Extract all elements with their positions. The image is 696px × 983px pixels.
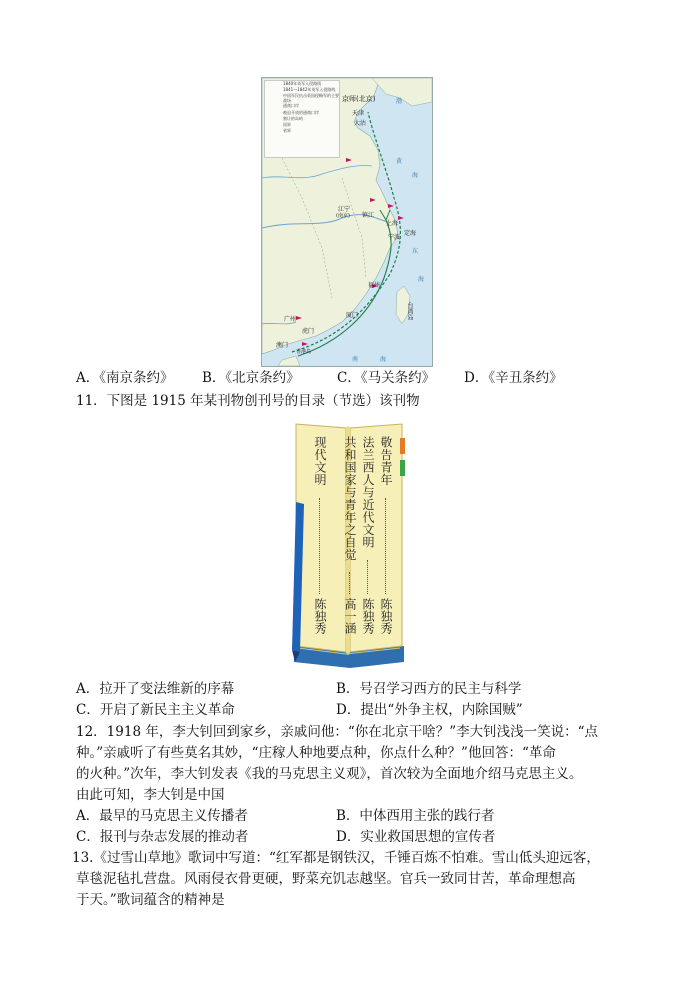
option-text: 最早的马克思主义传播者 bbox=[99, 808, 248, 824]
opium-war-map bbox=[261, 77, 433, 367]
option-letter: C． bbox=[76, 829, 100, 845]
toc-title-1: 敬告青年 bbox=[379, 436, 393, 486]
map-legend bbox=[264, 80, 340, 158]
toc-leader bbox=[385, 498, 387, 594]
option-text: 《北京条约》 bbox=[225, 370, 300, 386]
toc-title-2: 法兰西人与近代文明 bbox=[361, 436, 375, 549]
q10-option-c[interactable] bbox=[337, 368, 435, 388]
toc-title-3: 共和国家与青年之自觉 bbox=[343, 436, 357, 561]
q12-option-a[interactable] bbox=[76, 806, 248, 826]
option-text: 报刊与杂志发展的推动者 bbox=[99, 829, 249, 845]
toc-author-3: 高一涵 bbox=[343, 598, 357, 634]
q11-option-c[interactable] bbox=[76, 700, 235, 720]
map-label-humen: 虎门 bbox=[302, 328, 315, 335]
map-label-sea: 海 bbox=[380, 356, 387, 363]
toc-leader bbox=[319, 498, 321, 594]
option-letter: B． bbox=[202, 370, 226, 386]
option-text: 拉开了变法维新的序幕 bbox=[99, 681, 235, 697]
q13-line: 13.《过雪山草地》歌词中写道：“红军都是钢铁汉，千锤百炼不怕难。雪山低头迎远客， bbox=[72, 850, 600, 866]
option-letter: D． bbox=[336, 829, 361, 845]
map-label-shanghai: 上海 bbox=[386, 220, 399, 227]
option-letter: B． bbox=[336, 808, 360, 824]
q11-stem: 11．下图是 1915 年某刊物创刊号的目录（节选）该刊物 bbox=[76, 393, 420, 409]
legend-item: 中国军民抗击英国侵略军的主要战场 bbox=[283, 93, 339, 104]
map-label-tianjin: 天津 bbox=[352, 110, 365, 117]
q13-line: 于天。”歌词蕴含的精神是 bbox=[76, 892, 225, 908]
toc-title-4: 现代文明 bbox=[313, 436, 327, 486]
legend-item: 通商口岸 bbox=[283, 103, 299, 109]
map-label-dagu: 大沽 bbox=[354, 120, 367, 127]
q11-option-b[interactable] bbox=[336, 679, 521, 699]
option-text: 《南京条约》 bbox=[99, 370, 174, 386]
legend-item: 省界 bbox=[283, 128, 291, 134]
legend-item: 被迫开放的通商口岸 bbox=[283, 109, 319, 115]
map-label-jiangning: 江宁 bbox=[338, 206, 351, 213]
map-label-zhenjiang: 镇江 bbox=[362, 212, 375, 219]
q12-line: 的火种。”次年，李大钊发表《我的马克思主义观》，首次较为全面地介绍马克思主义。 bbox=[76, 766, 583, 782]
q11-option-a[interactable] bbox=[76, 679, 234, 699]
toc-author-2: 陈独秀 bbox=[361, 598, 375, 634]
option-text: 《辛丑条约》 bbox=[488, 370, 563, 386]
q12-line: 种。”亲戚听了有些莫名其妙，“庄稼人种地要点种，你点什么种？”他回答：“革命 bbox=[76, 745, 556, 761]
map-label-yellowsea: 黄 bbox=[396, 158, 403, 165]
toc-leader bbox=[367, 560, 369, 594]
legend-item: 1841—1842年英军入侵路线 bbox=[283, 87, 336, 93]
q12-line: 12．1918 年，李大钊回到家乡，亲戚问他：“你在北京干啥？”李大钊浅浅一笑说：“点 bbox=[76, 724, 599, 740]
map-label-fuzhou: 福州 bbox=[368, 282, 381, 289]
map-label-taiwan: 台湾岛 bbox=[406, 302, 413, 320]
legend-item: 1840年英军入侵路线 bbox=[283, 81, 322, 86]
option-text: 《马关条约》 bbox=[360, 370, 436, 386]
q10-option-b[interactable] bbox=[202, 368, 300, 388]
option-letter: A． bbox=[76, 808, 100, 824]
map-label-eastsea: 东 bbox=[412, 248, 419, 255]
option-letter: D． bbox=[336, 702, 361, 718]
option-letter: D． bbox=[464, 370, 489, 386]
magazine-toc-figure bbox=[290, 420, 408, 670]
q12-line: 由此可知，李大钊是中国 bbox=[76, 787, 225, 803]
q12-option-d[interactable] bbox=[336, 827, 495, 847]
map-label-bohai: 渤 bbox=[396, 98, 403, 105]
toc-author-4: 陈独秀 bbox=[313, 598, 327, 634]
map-label-xiamen: 厦门 bbox=[346, 312, 359, 319]
option-text: 号召学习西方的民主与科学 bbox=[359, 681, 522, 697]
q10-option-d[interactable] bbox=[464, 368, 563, 388]
legend-item: 割让的岛屿 bbox=[283, 115, 303, 121]
option-letter: C． bbox=[76, 702, 100, 718]
legend-item: 国界 bbox=[283, 122, 291, 128]
toc-leader bbox=[349, 572, 351, 594]
map-label-guangzhou: 广州 bbox=[284, 316, 297, 323]
q11-option-d[interactable] bbox=[336, 700, 523, 720]
option-letter: C． bbox=[337, 370, 361, 386]
option-text: 中体西用主张的践行者 bbox=[359, 808, 495, 824]
map-label-ningbo: 宁波 bbox=[388, 234, 401, 241]
map-label-nanjing: (南京) bbox=[336, 213, 350, 219]
option-letter: A． bbox=[76, 370, 100, 386]
q12-option-b[interactable] bbox=[336, 806, 494, 826]
map-label-capital: 京师(北京) bbox=[342, 95, 376, 103]
q10-option-a[interactable] bbox=[76, 368, 174, 388]
toc-author-1: 陈独秀 bbox=[379, 598, 393, 634]
option-text: 开启了新民主主义革命 bbox=[99, 702, 235, 718]
option-text: 提出“外争主权，内除国贼” bbox=[360, 702, 523, 718]
option-letter: A． bbox=[76, 681, 100, 697]
map-label-hongkong: 香港岛 bbox=[296, 349, 312, 355]
map-label-sea: 海 bbox=[418, 276, 425, 283]
option-letter: B． bbox=[336, 681, 360, 697]
map-label-macau: 澳门 bbox=[276, 342, 289, 349]
q13-line: 草毯泥毡扎营盘。风雨侵衣骨更硬，野菜充饥志越坚。官兵一致同甘苦，革命理想高 bbox=[76, 871, 576, 887]
map-label-southsea: 南 bbox=[352, 356, 359, 363]
map-label-sea: 海 bbox=[412, 172, 419, 179]
map-label-dinghai: 定海 bbox=[404, 230, 417, 237]
q12-option-c[interactable] bbox=[76, 827, 248, 847]
option-text: 实业救国思想的宣传者 bbox=[360, 829, 496, 845]
